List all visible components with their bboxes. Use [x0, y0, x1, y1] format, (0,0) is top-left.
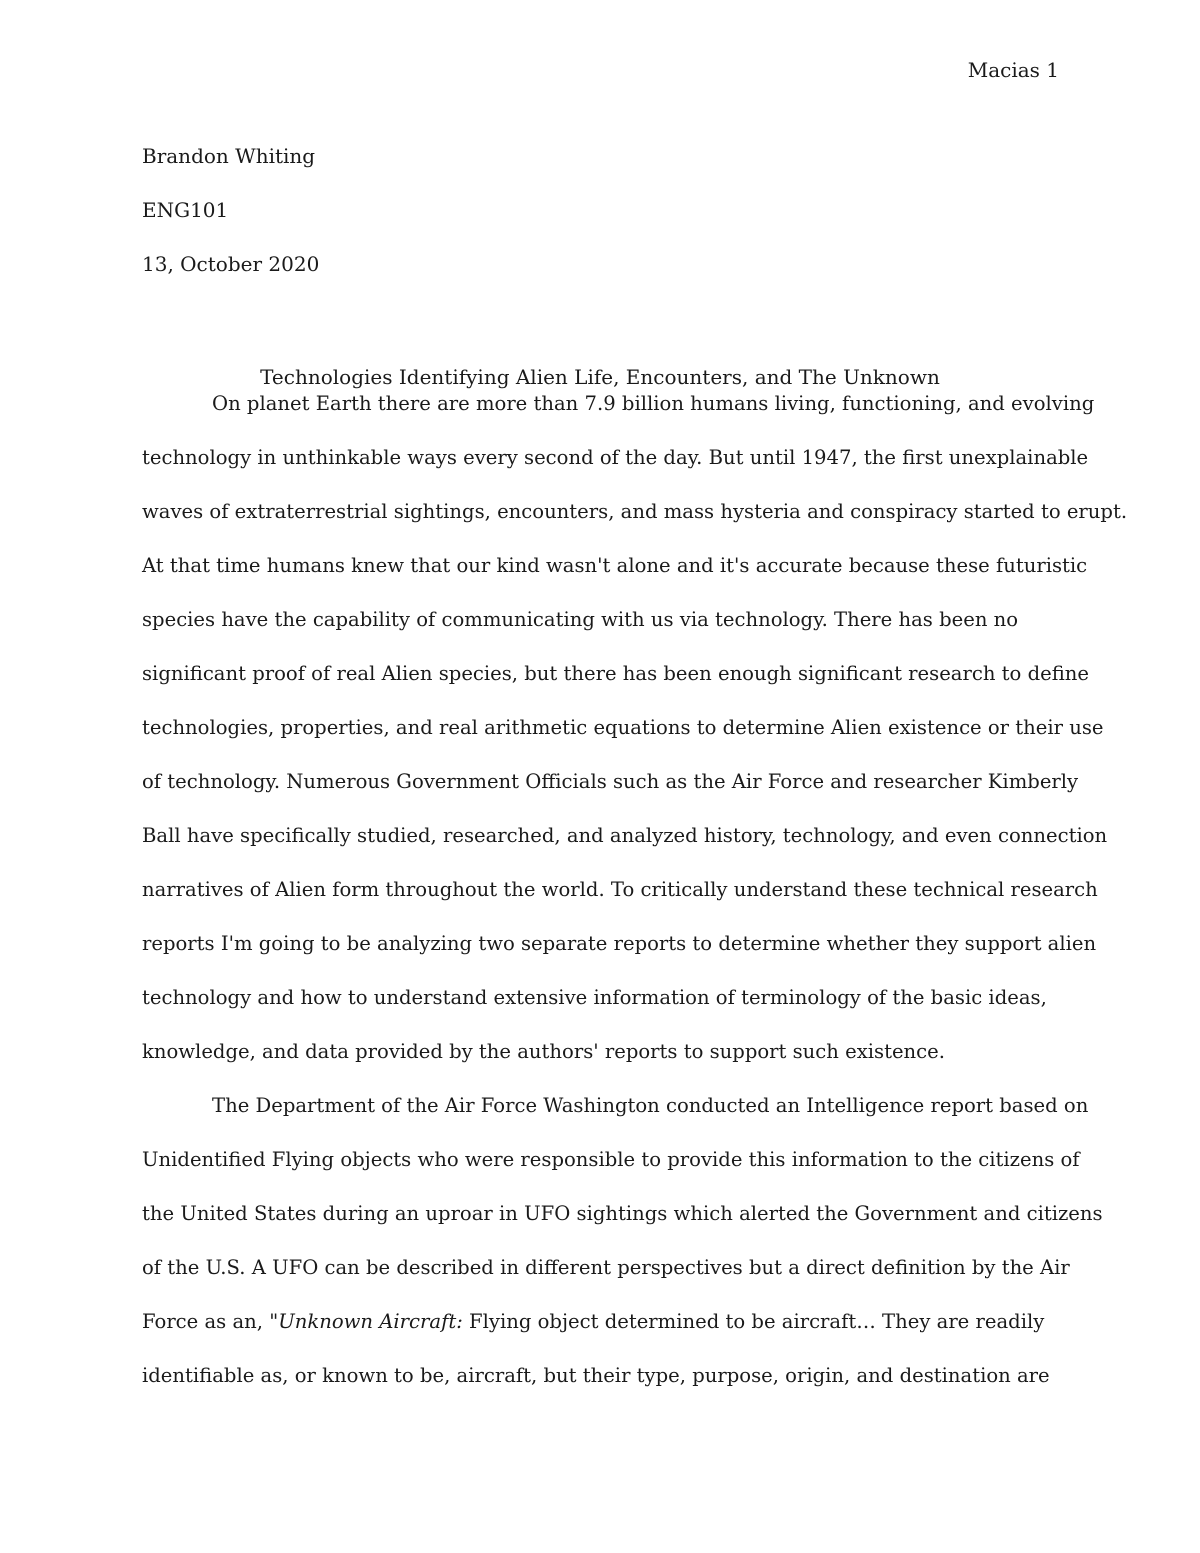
- document-date: 13, October 2020: [142, 252, 320, 276]
- paragraph-1-line: reports I'm going to be analyzing two separate reports to determine whether they support alien: [142, 932, 1097, 955]
- paragraph-1-line: significant proof of real Alien species, but there has been enough significant research to define: [142, 662, 1089, 685]
- paragraph-2-line: identifiable as, or known to be, aircraft, but their type, purpose, origin, and destination are: [142, 1364, 1050, 1387]
- essay-title: Technologies Identifying Alien Life, Encounters, and The Unknown: [260, 365, 940, 389]
- paragraph-1-line: technology and how to understand extensive information of terminology of the basic ideas,: [142, 986, 1047, 1009]
- paragraph-1-line: narratives of Alien form throughout the world. To critically understand these technical research: [142, 878, 1098, 901]
- paragraph-1-line: Ball have specifically studied, researched, and analyzed history, technology, and even connection: [142, 824, 1108, 847]
- quote-italic-term: Unknown Aircraft:: [278, 1310, 463, 1333]
- paragraph-2-line: The Department of the Air Force Washington conducted an Intelligence report based on: [212, 1094, 1089, 1117]
- paragraph-1-line: species have the capability of communicating with us via technology. There has been no: [142, 608, 1019, 631]
- paragraph-1-line: waves of extraterrestrial sightings, encounters, and mass hysteria and conspiracy started to erupt.: [142, 500, 1128, 523]
- paragraph-1-line: of technology. Numerous Government Officials such as the Air Force and researcher Kimberly: [142, 770, 1079, 793]
- paragraph-2-line: the United States during an uproar in UFO sightings which alerted the Government and citizens: [142, 1202, 1103, 1225]
- paragraph-1-line: On planet Earth there are more than 7.9 billion humans living, functioning, and evolving: [212, 392, 1095, 415]
- paragraph-2-line-quote: [142, 1308, 1058, 1362]
- paragraph-2-line: Unidentified Flying objects who were responsible to provide this information to the citizens of: [142, 1148, 1080, 1171]
- quote-trailing-text: Flying object determined to be aircraft… They are readily: [462, 1310, 1045, 1333]
- course-name: ENG101: [142, 198, 229, 222]
- mla-heading: [142, 142, 319, 304]
- paragraph-1-line: knowledge, and data provided by the authors' reports to support such existence.: [142, 1040, 945, 1063]
- student-name: Brandon Whiting: [142, 144, 316, 168]
- paragraph-1-line: technologies, properties, and real arithmetic equations to determine Alien existence or their use: [142, 716, 1104, 739]
- paragraph-2-line: of the U.S. A UFO can be described in different perspectives but a direct definition by the Air: [142, 1256, 1070, 1279]
- paragraph-1-line: technology in unthinkable ways every second of the day. But until 1947, the first unexplainable: [142, 446, 1089, 469]
- running-header-page-number: Macias 1: [967, 58, 1059, 82]
- quote-lead-text: Force as an, ": [142, 1310, 279, 1333]
- essay-body: [142, 390, 1128, 1416]
- paragraph-1-line: At that time humans knew that our kind wasn't alone and it's accurate because these futuristic: [142, 554, 1088, 577]
